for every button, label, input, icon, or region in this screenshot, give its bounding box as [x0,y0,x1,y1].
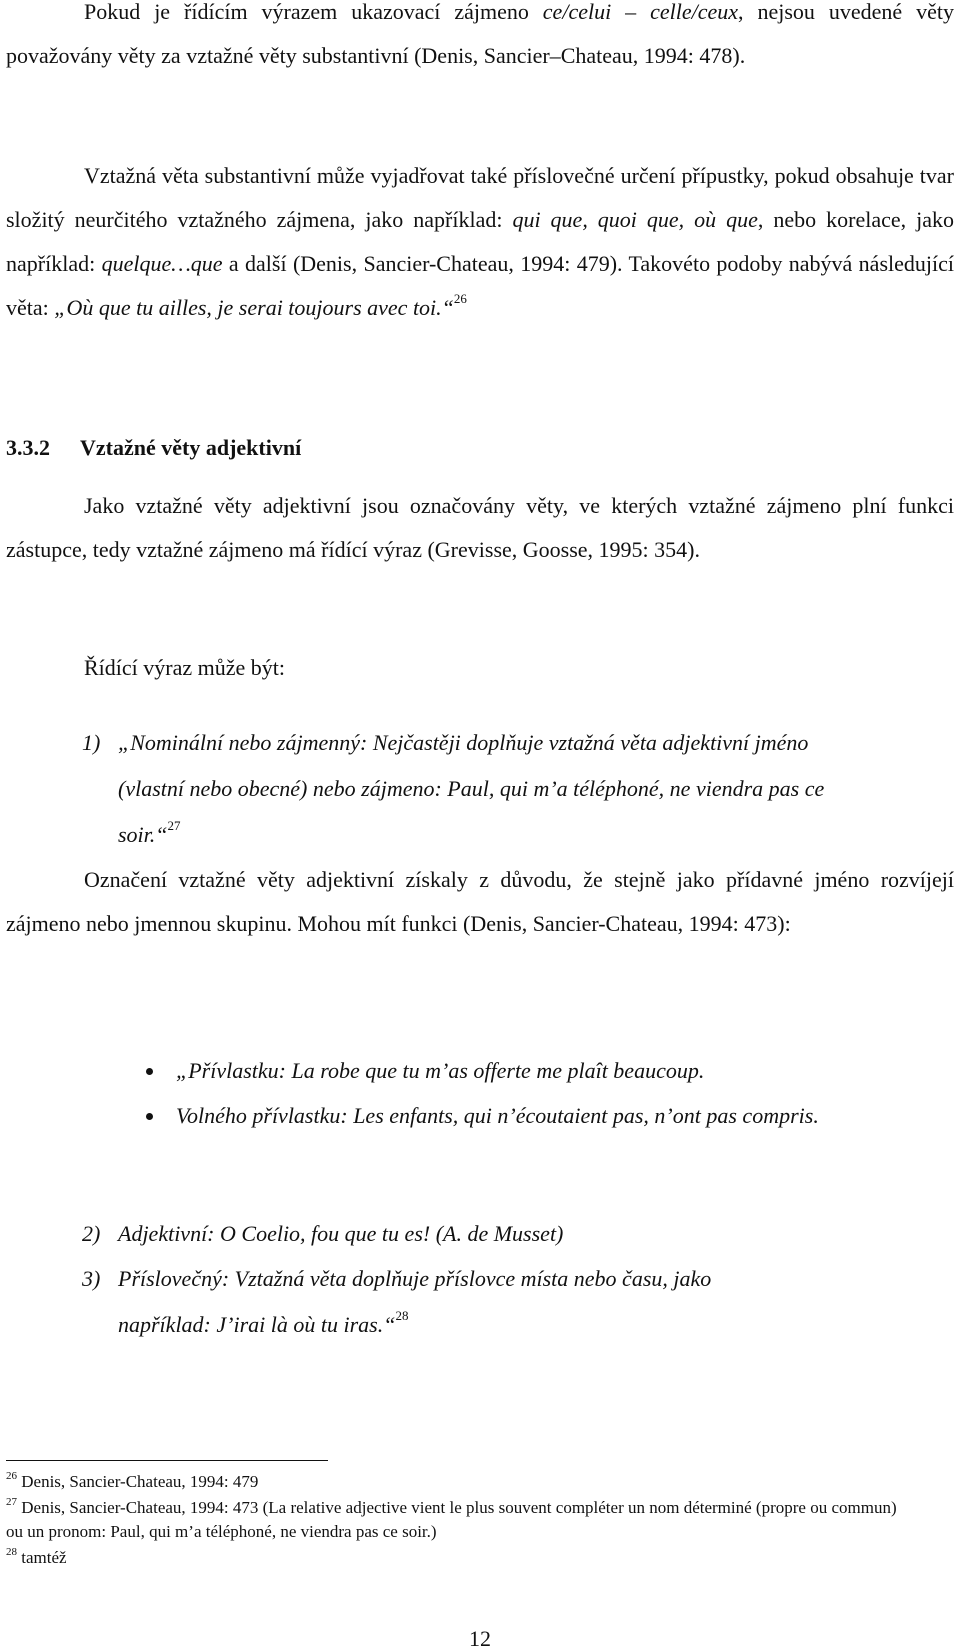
italic-term: ce/celui – celle/ceux [542,0,739,24]
paragraph-governing-expression: Řídící výraz může být: [84,655,285,680]
bullet-icon [146,1068,153,1075]
text-run: a další (Denis, Sancier-Chateau, 1994: 479). Takovéto podoby nabývá následující věta: [6,251,954,320]
footnote-text: Denis, Sancier-Chateau, 1994: 473 (La relative adjective vient le plus souvent compléter un nom déterminé (propre ou commun) ou un pronom: Paul, qui m’a téléphoné, ne viendra pas ce soir.) [6,1498,897,1541]
footnote-28 [6,1546,906,1570]
bullet-item-1 [176,1048,912,1094]
footnote-separator [6,1460,328,1461]
list-item-text: Příslovečný: Vztažná věta doplňuje příslovce místa nebo času, jako například: J’irai là où tu iras.“ [118,1266,712,1337]
footnote-26 [6,1470,906,1494]
bullet-icon [146,1113,153,1120]
section-number: 3.3.2 [6,435,50,460]
bullet-item-2 [176,1093,912,1139]
paragraph-demonstrative-pronoun [6,0,954,78]
bullet-text: Volného přívlastku: Les enfants, qui n’écoutaient pas, n’ont pas compris. [176,1103,819,1128]
italic-example: „Où que tu ailles, je serai toujours avec toi.“ [54,295,454,320]
list-marker: 1) [82,730,101,755]
footnote-27 [6,1496,906,1544]
paragraph-adjective-clause: Jako vztažné věty adjektivní jsou označovány věty, ve kterých vztažné zájmeno plní funkci zástupce, tedy vztažné zájmeno má řídící výraz (Grevisse, Goosse, 1995: 354). [6,493,954,562]
list-item-text: Adjektivní: O Coelio, fou que tu es! (A. de Musset) [118,1221,564,1246]
section-title: Vztažné věty adjektivní [80,435,302,460]
list-item-3 [82,1256,802,1348]
text-run: , nejsou uvedené věty považovány věty za vztažné věty substantivní (Denis, Sancier–Chateau, 1994: 478). [6,0,954,68]
list-item-2 [82,1211,872,1257]
footnote-ref-28[interactable]: 28 [395,1308,409,1323]
page-number: 12 [469,1626,491,1651]
footnote-number: 26 [6,1470,17,1482]
footnote-text: Denis, Sancier-Chateau, 1994: 479 [21,1472,259,1491]
list-item-text: „Nominální nebo zájmenný: Nejčastěji doplňuje vztažná věta adjektivní jméno (vlastní nebo obecné) nebo zájmeno: Paul, qui m’a téléphoné, ne viendra pas ce soir.“ [118,730,825,847]
section-heading [6,426,301,470]
paragraph-substantive-clause [6,154,954,330]
list-marker: 2) [82,1221,101,1246]
text-run: , nebo korelace, jako například: [6,207,955,276]
italic-term: qui que, quoi que, où que [512,207,758,232]
text-run: Vztažná věta substantivní může vyjadřovat také příslovečné určení přípustky, pokud obsahuje tvar složitý neurčitého vztažného zájmena, jako například: [6,163,954,232]
footnote-text: tamtéž [21,1548,67,1567]
italic-term: quelque…que [101,251,223,276]
footnote-ref-27[interactable]: 27 [167,818,181,833]
footnote-ref-26[interactable]: 26 [453,291,467,306]
footnote-number: 28 [6,1546,17,1558]
list-item-1 [82,720,872,858]
list-marker: 3) [82,1266,101,1291]
footnote-number: 27 [6,1496,17,1508]
paragraph-functions: Označení vztažné věty adjektivní získaly z důvodu, že stejně jako přídavné jméno rozvíjejí zájmeno nebo jmennou skupinu. Mohou mít funkci (Denis, Sancier-Chateau, 1994: 473): [6,867,954,936]
bullet-text: „Přívlastku: La robe que tu m’as offerte me plaît beaucoup. [176,1058,705,1083]
text-run: Pokud je řídícím výrazem ukazovací zájmeno [84,0,543,24]
